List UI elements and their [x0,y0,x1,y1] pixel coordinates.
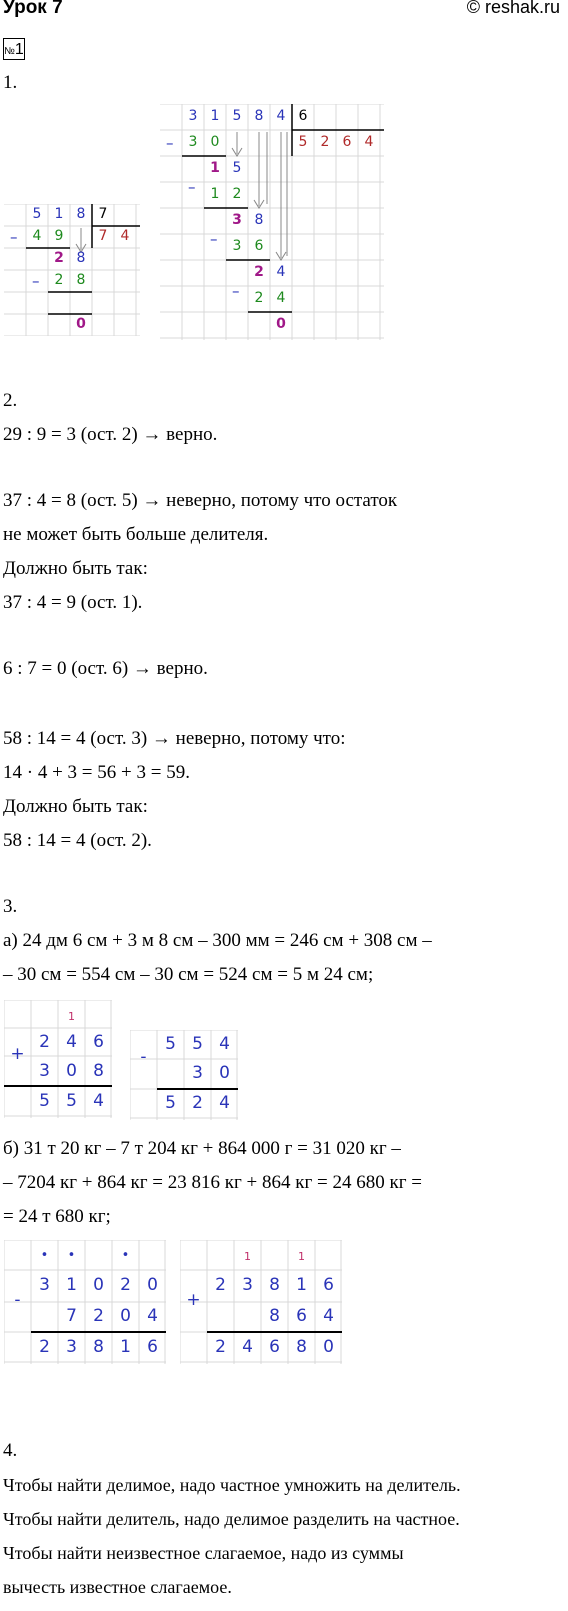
section-1-label: 1. [3,72,18,93]
digit: 4 [66,1032,77,1052]
digit: 3 [192,1063,203,1083]
plus-sign: + [186,1290,201,1310]
task-number-badge: №1 [3,38,25,60]
digit: 6 [269,1337,280,1357]
digit: 4 [276,290,286,306]
digit: 5 [32,206,42,222]
digit: 2 [54,272,64,288]
text-line: 14 · 4 + 3 = 56 + 3 = 59. [3,762,190,783]
text-line: не может быть больше делителя. [3,524,269,545]
digit: 0 [219,1063,230,1083]
digit: 0 [323,1337,334,1357]
text-line: 58 : 14 = 4 (ост. 2). [3,830,152,851]
digit: 2 [215,1337,226,1357]
digit: 4 [219,1093,230,1113]
carry-digit: 1 [244,1250,251,1263]
borrow-dot: • [67,1248,76,1263]
text-line: Чтобы найти делимое, надо частное умножить на делитель. [3,1475,461,1495]
digit: 5 [232,160,242,176]
text-line: 6 : 7 = 0 (ост. 6) → верно. [3,658,208,679]
digit: 5 [66,1091,77,1111]
digit: 8 [76,206,86,222]
section-2-label: 2. [3,390,18,411]
digit: 3 [66,1337,77,1357]
digit: 6 [323,1275,334,1295]
digit: 5 [192,1034,203,1054]
digit: 0 [210,134,220,150]
text-line: Чтобы найти делитель, надо делимое разделить на частное. [3,1509,460,1529]
section-4-label: 4. [3,1440,18,1461]
quotient-digit: 4 [364,134,374,150]
digit: 3 [242,1275,253,1295]
digit: 2 [39,1032,50,1052]
digit: 3 [39,1061,50,1081]
column-subtraction-b [4,1240,166,1364]
digit: 6 [147,1337,158,1357]
text-line: Чтобы найти неизвестное слагаемое, надо из суммы [3,1543,404,1563]
digit: 8 [93,1337,104,1357]
digit: 8 [269,1275,280,1295]
minus-sign: - [140,1047,147,1067]
carry-digit: 1 [68,1010,75,1023]
quotient-digit: 2 [320,134,330,150]
division-small: – 5 1 8 7 7 4 4 9 – 2 8 2 8 0 [4,204,140,336]
quotient-digit: 4 [120,228,130,244]
text-line: 37 : 4 = 8 (ост. 5) → неверно, потому что остаток [3,490,398,511]
digit: 8 [76,250,86,266]
quotient-digit: 7 [98,228,108,244]
digit: 1 [120,1337,131,1357]
text-line: 37 : 4 = 9 (ост. 1). [3,592,143,613]
divisor: 7 [98,206,108,222]
digit: 6 [296,1306,307,1326]
digit: 2 [254,290,264,306]
digit: 3 [188,134,198,150]
digit: 8 [254,108,264,124]
digit: 8 [254,212,264,228]
quotient-digit: 6 [342,134,352,150]
digit: 8 [269,1306,280,1326]
digit: 8 [93,1061,104,1081]
divisor: 6 [298,108,308,124]
digit: 3 [232,212,242,228]
digit: 3 [39,1275,50,1295]
digit: 5 [232,108,242,124]
digit: 7 [66,1306,77,1326]
digit: 4 [32,228,42,244]
digit: 3 [232,238,242,254]
digit: 1 [54,206,64,222]
digit: 1 [66,1275,77,1295]
carry-digit: 1 [298,1250,305,1263]
text-line: б) 31 т 20 кг – 7 т 204 кг + 864 000 г = 31 020 кг – [3,1138,401,1159]
quotient-digit: 5 [298,134,308,150]
digit: 5 [165,1034,176,1054]
digit: 4 [323,1306,334,1326]
digit: 4 [276,264,286,280]
borrow-dot: • [121,1248,130,1263]
text-line: Должно быть так: [3,796,148,817]
digit: 6 [93,1032,104,1052]
digit: 2 [232,186,242,202]
digit: 2 [215,1275,226,1295]
site-copyright: © reshak.ru [466,0,560,17]
digit: 4 [147,1306,158,1326]
borrow-dot: • [40,1248,49,1263]
digit: 4 [219,1034,230,1054]
digit: 8 [296,1337,307,1357]
text-line: 29 : 9 = 3 (ост. 2) → верно. [3,424,218,445]
digit: 2 [39,1337,50,1357]
task-number: 1 [14,41,24,58]
digit: 5 [165,1093,176,1113]
section-3-label: 3. [3,896,18,917]
lesson-title: Урок 7 [3,0,63,18]
digit: 2 [192,1093,203,1113]
division-big: – 3 1 5 8 4 6 5 2 6 4 3 0 – 1 5 1 2 – 3 8 3 6 – 2 4 2 4 0 [160,104,384,340]
column-subtraction-a [130,1030,238,1120]
minus-sign: - [14,1290,21,1310]
digit: 8 [76,272,86,288]
text-line: – 7204 кг + 864 кг = 23 816 кг + 864 кг = 24 680 кг = [3,1172,422,1193]
digit: 0 [93,1275,104,1295]
digit: 0 [66,1061,77,1081]
digit: 5 [39,1091,50,1111]
remainder: 0 [276,316,286,332]
text-line: а) 24 дм 6 см + 3 м 8 см – 300 мм = 246 см + 308 см – [3,930,432,951]
digit: 4 [276,108,286,124]
text-line: вычесть известное слагаемое. [3,1577,232,1597]
remainder: 0 [76,316,86,332]
digit: 2 [254,264,264,280]
digit: 9 [54,228,64,244]
digit: 2 [93,1306,104,1326]
digit: 0 [120,1306,131,1326]
digit: 2 [120,1275,131,1295]
digit: 2 [54,250,64,266]
text-line: = 24 т 680 кг; [3,1206,111,1227]
text-line: 58 : 14 = 4 (ост. 3) → неверно, потому что: [3,728,346,749]
digit: 4 [242,1337,253,1357]
digit: 4 [93,1091,104,1111]
digit: 1 [210,160,220,176]
digit: 1 [210,186,220,202]
column-addition-b [180,1240,342,1364]
digit: 6 [254,238,264,254]
column-addition-a [4,1000,112,1118]
digit: 1 [210,108,220,124]
plus-sign: + [10,1044,25,1064]
digit: 0 [147,1275,158,1295]
text-line: Должно быть так: [3,558,148,579]
text-line: – 30 см = 554 см – 30 см = 524 см = 5 м 24 см; [3,964,374,985]
digit: 1 [296,1275,307,1295]
digit: 3 [188,108,198,124]
